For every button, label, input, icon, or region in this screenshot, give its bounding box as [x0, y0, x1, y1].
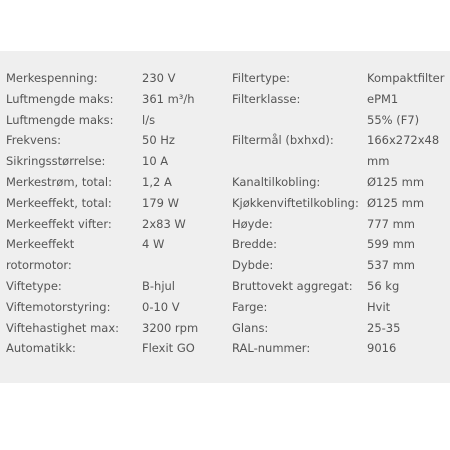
left-value-column [142, 68, 198, 359]
spec-value: 179 W [142, 195, 179, 210]
spec-label: Kjøkkenviftetilkobling: [232, 195, 359, 210]
spec-value: 9016 [367, 341, 397, 356]
spec-value: mm [367, 154, 390, 169]
spec-label: Merkeeffekt [6, 237, 75, 252]
spec-label: Viftetype: [6, 278, 62, 293]
spec-value: 0-10 V [142, 299, 180, 314]
spec-table [0, 51, 450, 383]
spec-label: Luftmengde maks: [6, 91, 114, 106]
spec-value: 361 m³/h [142, 91, 195, 106]
spec-value: 599 mm [367, 237, 416, 252]
spec-label: Merkespenning: [6, 71, 98, 85]
spec-value: 777 mm [367, 216, 416, 231]
left-label-column [6, 68, 119, 359]
spec-label: Filtertype: [232, 71, 291, 85]
spec-value: 25-35 [367, 320, 401, 335]
spec-label: Luftmengde maks: [6, 112, 114, 127]
spec-label: RAL-nummer: [232, 341, 311, 356]
spec-label: Merkeeffekt, total: [6, 195, 112, 210]
spec-label: Frekvens: [6, 133, 62, 148]
spec-value [142, 255, 198, 276]
spec-value: 537 mm [367, 258, 416, 273]
spec-label [232, 110, 359, 131]
spec-value: B-hjul [142, 278, 176, 293]
spec-label: Viftemotorstyring: [6, 299, 111, 314]
spec-label: rotormotor: [6, 258, 72, 273]
spec-label: Merkestrøm, total: [6, 174, 112, 189]
spec-label: Merkeeffekt vifter: [6, 216, 112, 231]
spec-value: 1,2 A [142, 174, 172, 189]
spec-label: Filterklasse: [232, 91, 301, 106]
spec-label: Kanaltilkobling: [232, 174, 321, 189]
spec-value: 3200 rpm [142, 320, 199, 335]
spec-label: Farge: [232, 299, 268, 314]
spec-label: Automatikk: [6, 341, 76, 356]
spec-label: Bruttovekt aggregat: [232, 278, 353, 293]
spec-value: 56 kg [367, 278, 400, 293]
spec-label: Filtermål (bxhxd): [232, 133, 334, 148]
spec-value: ePM1 [367, 91, 399, 106]
spec-value: 230 V [142, 71, 176, 85]
spec-value: 166x272x48 [367, 133, 440, 148]
spec-value: 55% (F7) [367, 112, 420, 127]
spec-value: Kompaktfilter [367, 71, 445, 85]
spec-label: Sikringsstørrelse: [6, 154, 106, 169]
spec-value: Ø125 mm [367, 195, 425, 210]
spec-label: Bredde: [232, 237, 277, 252]
spec-value: l/s [142, 112, 156, 127]
right-label-column [232, 68, 359, 359]
spec-value: 50 Hz [142, 133, 175, 148]
spec-value: 4 W [142, 237, 165, 252]
spec-value: 2x83 W [142, 216, 186, 231]
spec-value: 10 A [142, 154, 169, 169]
spec-label: Høyde: [232, 216, 273, 231]
spec-value: Flexit GO [142, 341, 195, 356]
spec-label: Glans: [232, 320, 269, 335]
spec-label: Dybde: [232, 258, 274, 273]
spec-value: Ø125 mm [367, 174, 425, 189]
spec-label [232, 151, 359, 172]
spec-label: Viftehastighet max: [6, 320, 120, 335]
spec-value: Hvit [367, 299, 391, 314]
right-value-column [367, 68, 444, 359]
